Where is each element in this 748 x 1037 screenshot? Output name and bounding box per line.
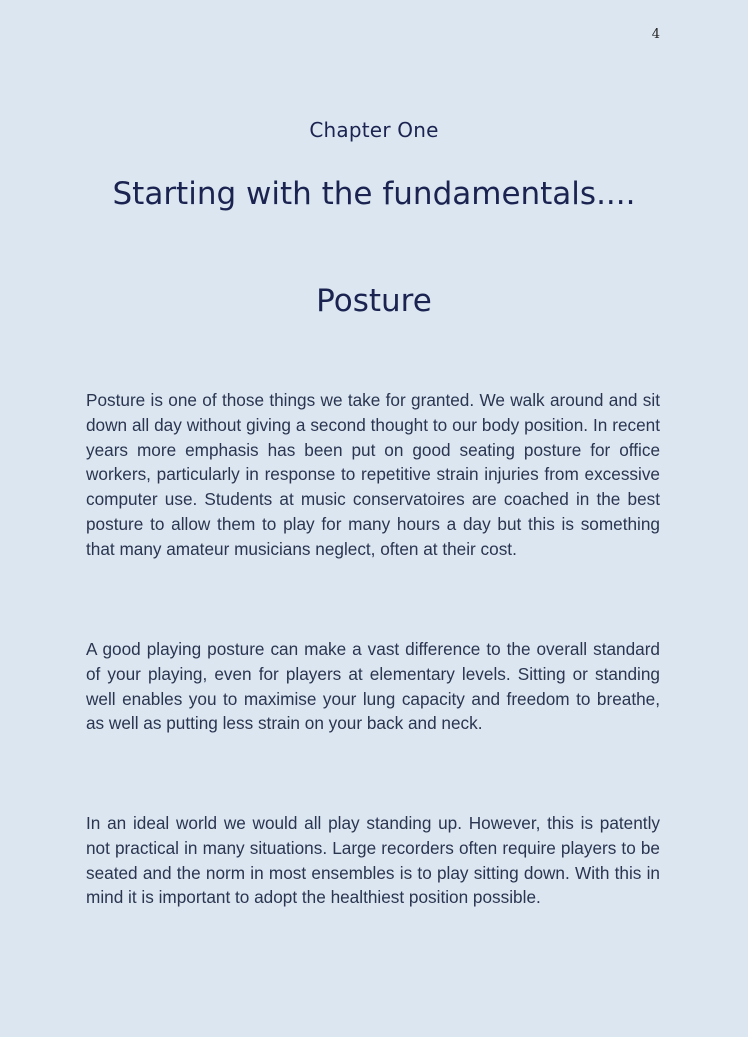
paragraph-3: In an ideal world we would all play standing up. However, this is patently not practical in many situations. Large recorders often require players to be seated and the norm in most ensembles is to play sitting down. With this in mind it is important to adopt the healthiest position possible. [86, 813, 660, 908]
chapter-title: Starting with the fundamentals.... [112, 176, 636, 212]
page-number: 4 [651, 27, 660, 42]
chapter-label: Chapter One [309, 118, 439, 142]
section-title: Posture [316, 283, 432, 319]
paragraph-2: A good playing posture can make a vast difference to the overall standard of your playing, even for players at elementary levels. Sitting or standing well enables you to maximise your lung capacity and freedom to breathe, as well as putting less strain on your back and neck. [86, 639, 660, 734]
paragraph-1: Posture is one of those things we take for granted. We walk around and sit down all day without giving a second thought to our body position. In recent years more emphasis has been put on good seating posture for office workers, particularly in response to repetitive strain injuries from excessive computer use. Students at music conservatoires are coached in the best posture to allow them to play for many hours a day but this is something that many amateur musicians neglect, often at their cost. [86, 390, 660, 559]
